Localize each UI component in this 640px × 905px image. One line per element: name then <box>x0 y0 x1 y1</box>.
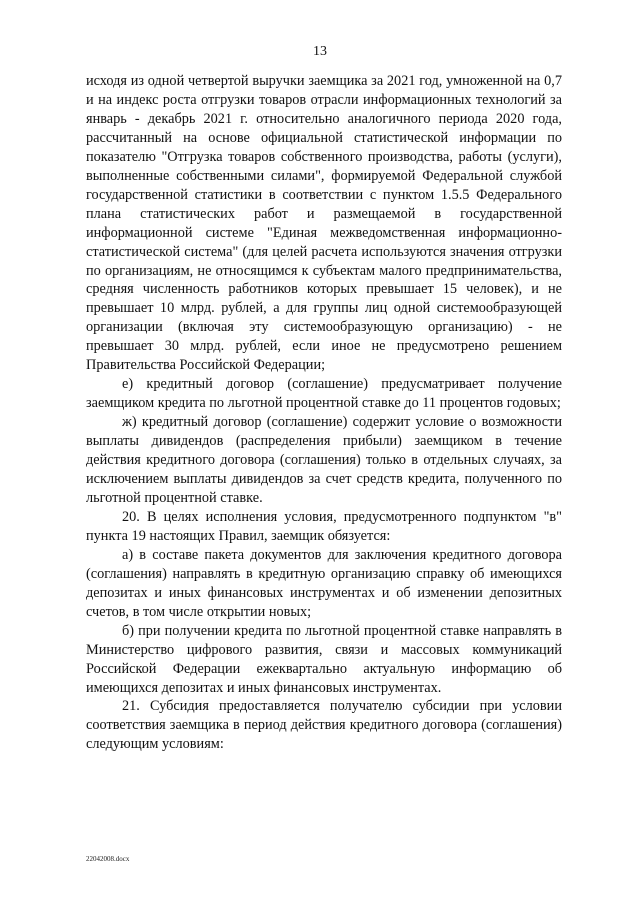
paragraph-continuation: исходя из одной четвертой выручки заемщика за 2021 год, умноженной на 0,7 и на индекс роста отгрузки товаров отрасли информационных технологий за январь - декабрь 2021 г. относительно аналогичного периода 2020 года, рассчитанный на основе официальной статистической информации по показателю "Отгрузка товаров собственного производства, работы (услуги), выполненные собственными силами", формируемой Федеральной службой государственной статистики в соответствии с пунктом 1.5.5 Федерального плана статистических работ и размещаемой в государственной информационной системе "Единая межведомственная информационно-статистической система" (для целей расчета используются значения отгрузки по организациям, не относящимся к субъектам малого предпринимательства, средняя численность работников которых превышает 15 человек), и не превышает 10 млрд. рублей, а для группы лиц одной системообразующей организации (включая эту системообразующую организацию) - не превышает 30 млрд. рублей, если иное не предусмотрено решением Правительства Российской Федерации; <box>86 73 562 374</box>
paragraph-clause-20: 20. В целях исполнения условия, предусмотренного подпунктом "в" пункта 19 настоящих Правил, заемщик обязуется: <box>86 508 562 544</box>
paragraph-item-e: е) кредитный договор (соглашение) предусматривает получение заемщиком кредита по льготной процентной ставке до 11 процентов годовых; <box>86 376 562 412</box>
document-body <box>86 72 562 754</box>
footer-file-code: 22042008.docx <box>86 855 130 863</box>
paragraph-item-a: а) в составе пакета документов для заключения кредитного договора (соглашения) направлять в кредитную организацию справку об имеющихся депозитах и иных финансовых инструментах и об изменении депозитных счетов, в том числе открытии новых; <box>86 546 562 620</box>
paragraph-item-b: б) при получении кредита по льготной процентной ставке направлять в Министерство цифрового развития, связи и массовых коммуникаций Российской Федерации ежеквартально актуальную информацию об имеющихся депозитах и иных финансовых инструментах. <box>86 622 562 696</box>
page-number: 13 <box>313 44 327 59</box>
paragraph-clause-21: 21. Субсидия предоставляется получателю субсидии при условии соответствия заемщика в период действия кредитного договора (соглашения) следующим условиям: <box>86 698 562 753</box>
paragraph-item-zh: ж) кредитный договор (соглашение) содержит условие о возможности выплаты дивидендов (распределения прибыли) заемщиком в течение действия кредитного договора (соглашения) только в отдельных случаях, за исключением выплаты дивидендов за счет средств кредита, полученного по льготной процентной ставке. <box>86 414 562 506</box>
